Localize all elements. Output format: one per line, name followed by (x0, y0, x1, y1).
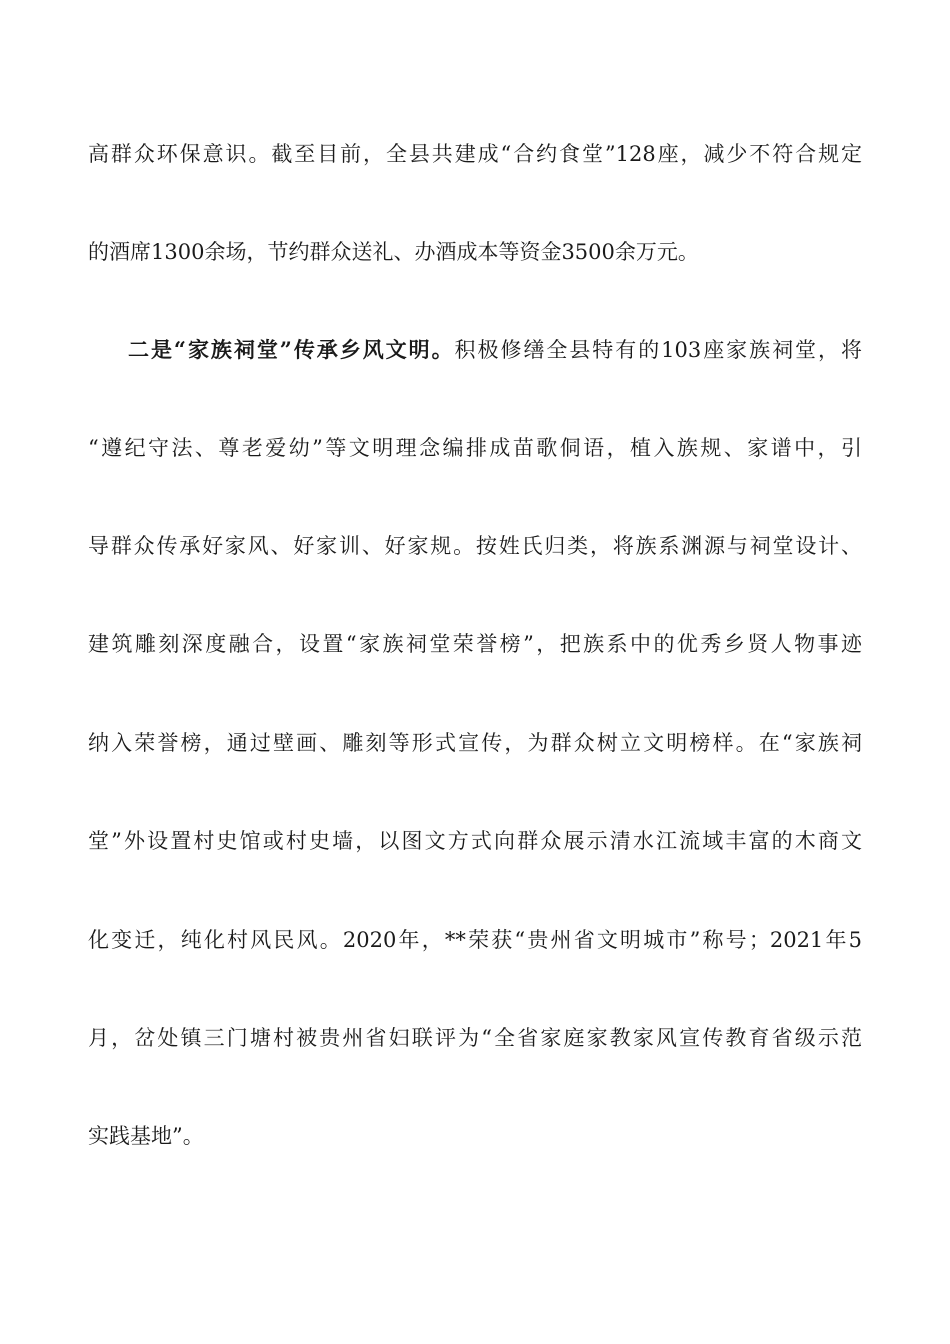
paragraph-line-6: 建筑雕刻深度融合，设置“家族祠堂荣誉榜”，把族系中的优秀乡贤人物事迹 (88, 632, 862, 656)
paragraph-line-2: 的酒席1300余场，节约群众送礼、办酒成本等资金3500余万元。 (88, 240, 699, 264)
section-heading-continuation: 积极修缮全县特有的103座家族祠堂，将 (454, 338, 862, 362)
paragraph-line-10: 月，岔处镇三门塘村被贵州省妇联评为“全省家庭家教家风宣传教育省级示范 (88, 1026, 862, 1050)
paragraph-line-7: 纳入荣誉榜，通过壁画、雕刻等形式宣传，为群众树立文明榜样。在“家族祠 (88, 731, 862, 755)
paragraph-line-4: “遵纪守法、尊老爱幼”等文明理念编排成苗歌侗语，植入族规、家谱中，引 (88, 436, 862, 460)
paragraph-line-9: 化变迁，纯化村风民风。2020年，**荣获“贵州省文明城市”称号；2021年5 (88, 928, 862, 952)
paragraph-line-5: 导群众传承好家风、好家训、好家规。按姓氏归类，将族系渊源与祠堂设计、 (88, 534, 862, 558)
section-heading: 二是“家族祠堂”传承乡风文明。 (128, 337, 455, 362)
paragraph-line-1: 高群众环保意识。截至目前，全县共建成“合约食堂”128座，减少不符合规定 (88, 142, 862, 166)
paragraph-line-3 (128, 336, 862, 364)
paragraph-line-11: 实践基地”。 (88, 1124, 204, 1148)
paragraph-line-8: 堂”外设置村史馆或村史墙，以图文方式向群众展示清水江流域丰富的木商文 (88, 829, 862, 853)
